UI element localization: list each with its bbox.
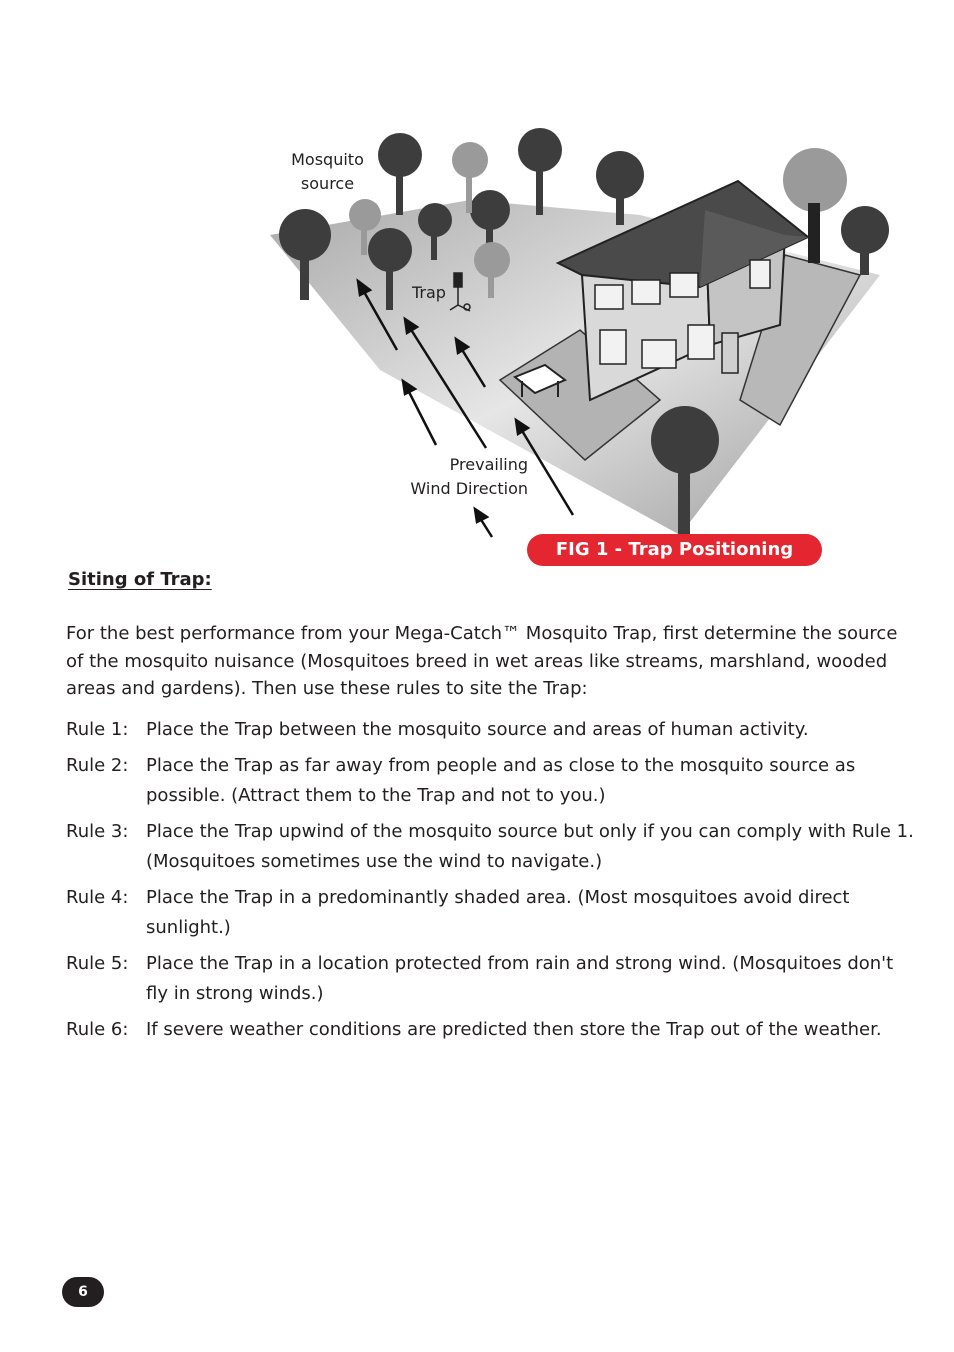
rule-text: Place the Trap upwind of the mosquito source but only if you can comply with Rule 1. (Mosquitoes sometimes use the wind to navigate.) [146,821,914,872]
rule-number: Rule 1: [66,719,129,740]
wind-label-line2: Wind Direction [410,479,528,498]
rules-list [66,715,916,1051]
rule-number: Rule 2: [66,755,129,776]
trap-positioning-illustration [260,115,910,575]
rule-text: Place the Trap in a location protected from rain and strong wind. (Mosquitoes don't fly in strong winds.) [146,953,894,1004]
rule-number: Rule 3: [66,821,129,842]
rule-text: If severe weather conditions are predicted then store the Trap out of the weather. [146,1019,882,1040]
rule-item [66,715,916,745]
rule-item [66,949,916,1009]
rule-number: Rule 6: [66,1019,129,1040]
rule-item [66,817,916,877]
rule-number: Rule 4: [66,887,129,908]
rule-text: Place the Trap between the mosquito source and areas of human activity. [146,719,809,740]
mosquito-source-label-line2: source [300,174,355,193]
section-title: Siting of Trap: [68,569,212,590]
rule-item [66,1015,916,1045]
wind-label-line1: Prevailing [449,455,528,474]
rule-item [66,883,916,943]
rule-number: Rule 5: [66,953,129,974]
trap-label: Trap [412,283,446,302]
mosquito-source-label [280,148,375,196]
rule-text: Place the Trap in a predominantly shaded area. (Most mosquitoes avoid direct sunlight.) [146,887,850,938]
page-number-badge: 6 [62,1277,104,1307]
rule-text: Place the Trap as far away from people and as close to the mosquito source as possible. (Attract them to the Trap and not to you.) [146,755,856,806]
mosquito-source-label-line1: Mosquito [291,150,364,169]
intro-paragraph: For the best performance from your Mega-Catch™ Mosquito Trap, first determine the source of the mosquito nuisance (Mosquitoes breed in wet areas like streams, marshland, wooded areas and gardens). Then use these rules to site the Trap: [66,623,898,699]
figure-caption-badge: FIG 1 - Trap Positioning [527,534,822,566]
rule-item [66,751,916,811]
wind-direction-label [398,453,528,501]
